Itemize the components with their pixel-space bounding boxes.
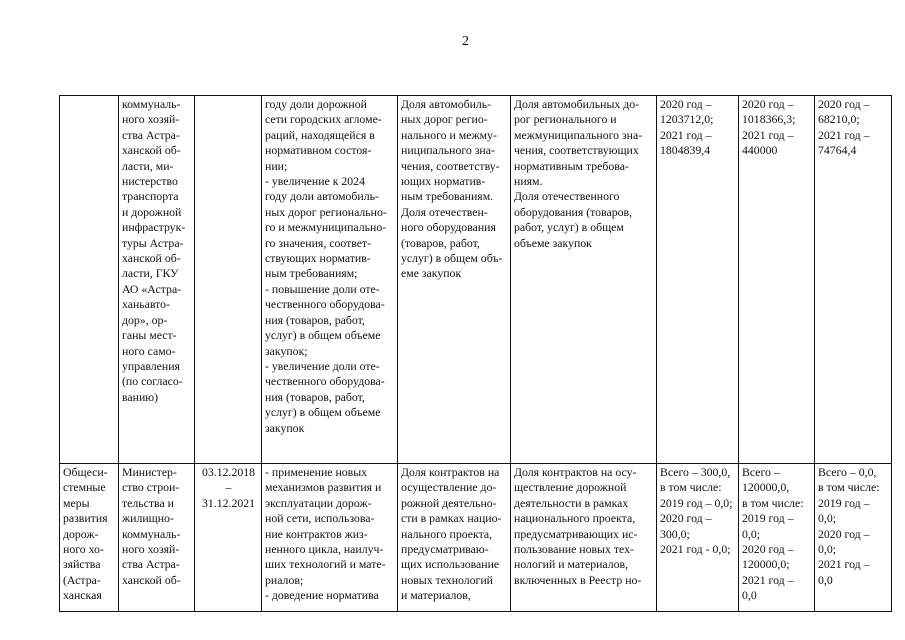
funding-regional-cell: Всего – 120000,0, в том числе: 2019 год – 0,0; 2020 год – 120000,0; 2021 год – 0,0 (739, 464, 815, 612)
table-row (60, 96, 892, 464)
measure-name-cell (60, 96, 119, 464)
indicator-link-cell: Доля контрактов на осу- ществление дорожной деятельности в рамках национального проекта, предусматривающих ис- пользование новых тех- нологий и материалов, включенных в Реестр но- (511, 464, 657, 612)
page-number: 2 (462, 34, 469, 49)
indicator-cell: Доля автомобиль- ных дорог регио- нального и межму- ниципального зна- чения, соответству- ющих норматив- ным требованиям. Доля отечествен- ного оборудования (товаров, работ, услуг) в общем объ- еме закупок (398, 96, 511, 464)
expected-result-cell: году доли дорожной сети городских агломе- раций, находящейся в нормативном состоя- нии; - увеличение к 2024 году доли автомобиль- ных дорог регионально- го и межмуниципально- го значения, соответ- ствующих норматив- ным требованиям; - повышение доли оте- чественного оборудова- ния (товаров, работ, услуг) в общем объеме закупок; - увеличение доли оте- чественного оборудова- ния (товаров, работ, услуг) в общем объеме закупок (262, 96, 398, 464)
expected-result-cell: - применение новых механизмов развития и эксплуатации дорож- ной сети, использова- ние контрактов жиз- ненного цикла, наилуч- ших технологий и мате- риалов; - доведение норматива (262, 464, 398, 612)
indicator-cell: Доля контрактов на осуществление до- рожной деятельно- сти в рамках нацио- нального проекта, предусматриваю- щих использование новых технологий и материалов, (398, 464, 511, 612)
funding-federal-cell: Всего – 300,0, в том числе: 2019 год – 0,0; 2020 год – 300,0; 2021 год - 0,0; (657, 464, 739, 612)
program-measures-table (59, 95, 892, 612)
measure-name-cell: Общеси- стемные меры развития дорож- ного хо- зяйства (Астра- ханская (60, 464, 119, 612)
deadline-cell: 03.12.2018 – 31.12.2021 (195, 464, 262, 612)
responsible-executor-cell: Министер- ство строи- тельства и жилищно- коммуналь- ного хозяй- ства Астра- ханской об- (119, 464, 195, 612)
indicator-link-cell: Доля автомобильных до- рог регионального и межмуниципального зна- чения, соответствующих нормативным требова- ниям. Доля отечественного оборудования (товаров, работ, услуг) в общем объеме закупок (511, 96, 657, 464)
deadline-cell (195, 96, 262, 464)
funding-federal-cell: 2020 год – 1203712,0; 2021 год – 1804839,4 (657, 96, 739, 464)
responsible-executor-cell: коммуналь- ного хозяй- ства Астра- ханской об- ласти, ми- нистерство транспорта и дорожной инфраструк- туры Астра- ханской об- ласти, ГКУ АО «Астра- ханьавто- дор», ор- ганы мест- ного само- управления (по согласо- ванию) (119, 96, 195, 464)
funding-other-cell: Всего – 0,0, в том числе: 2019 год – 0,0; 2020 год – 0,0; 2021 год – 0,0 (815, 464, 892, 612)
funding-regional-cell: 2020 год – 1018366,3; 2021 год – 440000 (739, 96, 815, 464)
funding-other-cell: 2020 год – 68210,0; 2021 год – 74764,4 (815, 96, 892, 464)
table-row (60, 464, 892, 612)
